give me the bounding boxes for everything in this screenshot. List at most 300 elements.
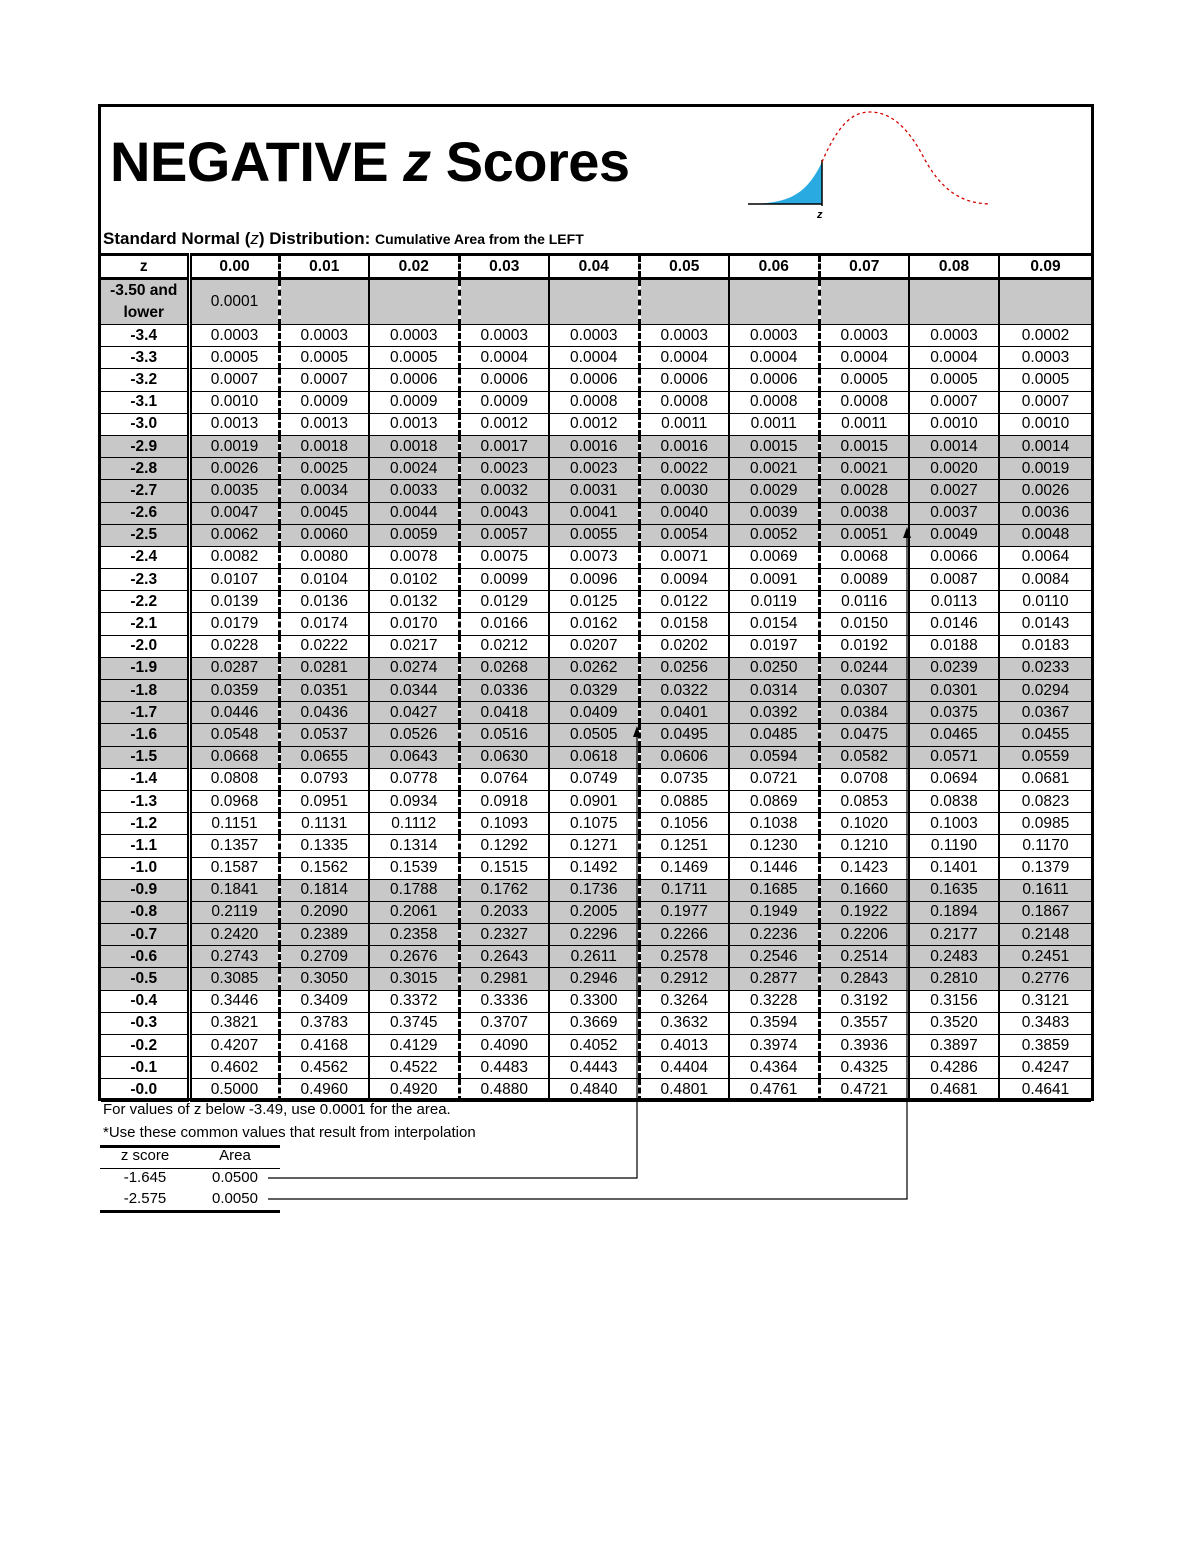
- value-cell: 0.1230: [729, 835, 819, 857]
- value-cell: 0.4090: [459, 1035, 549, 1057]
- value-cell: 0.0721: [729, 768, 819, 790]
- value-cell: 0.1190: [909, 835, 999, 857]
- value-cell: 0.0021: [729, 458, 819, 480]
- value-cell: 0.0032: [459, 480, 549, 502]
- value-cell: 0.0027: [909, 480, 999, 502]
- value-cell: 0.1562: [279, 857, 369, 879]
- value-cell: 0.0268: [459, 657, 549, 679]
- value-cell: 0.0136: [279, 591, 369, 613]
- value-cell: 0.3156: [909, 990, 999, 1012]
- value-cell: 0.0630: [459, 746, 549, 768]
- value-cell: 0.0427: [369, 702, 459, 724]
- value-cell: 0.2843: [819, 968, 909, 990]
- value-cell: 0.0375: [909, 702, 999, 724]
- header-col-5: 0.04: [549, 255, 639, 279]
- z-cell: -2.5: [101, 524, 189, 546]
- value-cell: 0.0007: [279, 369, 369, 391]
- value-cell: 0.3192: [819, 990, 909, 1012]
- value-cell: 0.0004: [639, 347, 729, 369]
- value-cell: 0.1711: [639, 879, 729, 901]
- value-cell: 0.0029: [729, 480, 819, 502]
- value-cell: 0.0008: [549, 391, 639, 413]
- value-cell: 0.0571: [909, 746, 999, 768]
- value-cell: 0.1685: [729, 879, 819, 901]
- value-cell: 0.0183: [999, 635, 1091, 657]
- value-cell: 0.0548: [189, 724, 279, 746]
- value-cell: 0.0073: [549, 546, 639, 568]
- subtitle-part1: Standard Normal (: [103, 229, 251, 248]
- value-cell: 0.0853: [819, 790, 909, 812]
- value-cell: 0.0035: [189, 480, 279, 502]
- value-cell: 0.2296: [549, 924, 639, 946]
- value-cell: 0.2483: [909, 946, 999, 968]
- z-cell: -3.4: [101, 325, 189, 347]
- value-cell: 0.1660: [819, 879, 909, 901]
- value-cell: 0.0008: [729, 391, 819, 413]
- value-cell: 0.4207: [189, 1035, 279, 1057]
- value-cell: 0.0008: [639, 391, 729, 413]
- value-cell: 0.0038: [819, 502, 909, 524]
- value-cell: 0.0064: [999, 546, 1091, 568]
- z-cell: -0.6: [101, 946, 189, 968]
- value-cell: 0.0019: [999, 458, 1091, 480]
- z-cell: -0.9: [101, 879, 189, 901]
- value-cell: 0.0132: [369, 591, 459, 613]
- header-col-9: 0.08: [909, 255, 999, 279]
- value-cell: 0.1401: [909, 857, 999, 879]
- value-cell: 0.2514: [819, 946, 909, 968]
- value-cell: 0.0096: [549, 569, 639, 591]
- value-cell: 0.0281: [279, 657, 369, 679]
- value-cell: 0.4840: [549, 1079, 639, 1101]
- value-cell: 0.0026: [189, 458, 279, 480]
- value-cell: 0.0401: [639, 702, 729, 724]
- value-cell: 0.0217: [369, 635, 459, 657]
- value-cell: 0.0003: [549, 325, 639, 347]
- value-cell: 0.0344: [369, 680, 459, 702]
- value-cell: 0.0003: [729, 325, 819, 347]
- z-cell: -1.9: [101, 657, 189, 679]
- value-cell: 0.1075: [549, 813, 639, 835]
- z-cell: -2.3: [101, 569, 189, 591]
- value-cell: 0.4761: [729, 1079, 819, 1101]
- value-cell: 0.0643: [369, 746, 459, 768]
- value-cell: 0.1611: [999, 879, 1091, 901]
- value-cell: 0.0013: [279, 413, 369, 435]
- value-cell: 0.0793: [279, 768, 369, 790]
- value-cell: 0.0006: [549, 369, 639, 391]
- value-cell: 0.1587: [189, 857, 279, 879]
- value-cell: 0.0329: [549, 680, 639, 702]
- value-cell: 0.4641: [999, 1079, 1091, 1101]
- value-cell: 0.0102: [369, 569, 459, 591]
- value-cell: 0.2005: [549, 901, 639, 923]
- value-cell: 0.0010: [189, 391, 279, 413]
- value-cell: 0.2327: [459, 924, 549, 946]
- value-cell: 0.0008: [819, 391, 909, 413]
- value-cell: 0.0001: [189, 279, 279, 325]
- value-cell: 0.3974: [729, 1035, 819, 1057]
- header-col-1: 0.00: [189, 255, 279, 279]
- value-cell: 0.1210: [819, 835, 909, 857]
- value-cell: 0.0016: [639, 435, 729, 457]
- z-cell: -0.2: [101, 1035, 189, 1057]
- value-cell: 0.4013: [639, 1035, 729, 1057]
- value-cell: 0.2981: [459, 968, 549, 990]
- value-cell: 0.0066: [909, 546, 999, 568]
- value-cell: 0.3936: [819, 1035, 909, 1057]
- value-cell: 0.1492: [549, 857, 639, 879]
- value-cell: 0.0294: [999, 680, 1091, 702]
- value-cell: 0.5000: [189, 1079, 279, 1101]
- common-header-area: Area: [219, 1147, 251, 1164]
- arrowhead-1645: [633, 726, 641, 737]
- z-cell: -3.50 and lower: [101, 279, 189, 325]
- value-cell: 0.0047: [189, 502, 279, 524]
- value-cell: 0.2420: [189, 924, 279, 946]
- value-cell: 0.2810: [909, 968, 999, 990]
- value-cell: 0.0559: [999, 746, 1091, 768]
- z-cell: -3.0: [101, 413, 189, 435]
- value-cell: 0.0808: [189, 768, 279, 790]
- value-cell: 0.3300: [549, 990, 639, 1012]
- value-cell: 0.0071: [639, 546, 729, 568]
- value-cell: 0.0110: [999, 591, 1091, 613]
- value-cell: 0.0392: [729, 702, 819, 724]
- value-cell: 0.0239: [909, 657, 999, 679]
- value-cell: 0.0207: [549, 635, 639, 657]
- value-cell: 0.0594: [729, 746, 819, 768]
- value-cell: 0.1314: [369, 835, 459, 857]
- value-cell: 0.0024: [369, 458, 459, 480]
- value-cell: 0.0307: [819, 680, 909, 702]
- value-cell: 0.0013: [369, 413, 459, 435]
- value-cell: 0.0041: [549, 502, 639, 524]
- header-col-3: 0.02: [369, 255, 459, 279]
- value-cell: 0.1922: [819, 901, 909, 923]
- value-cell: 0.0031: [549, 480, 639, 502]
- header-col-4: 0.03: [459, 255, 549, 279]
- value-cell: 0.0017: [459, 435, 549, 457]
- value-cell: 0.1251: [639, 835, 729, 857]
- value-cell: 0.0006: [729, 369, 819, 391]
- value-cell: 0.0005: [999, 369, 1091, 391]
- value-cell: 0.0694: [909, 768, 999, 790]
- value-cell: 0.0314: [729, 680, 819, 702]
- value-cell: 0.0003: [999, 347, 1091, 369]
- value-cell: 0.4404: [639, 1057, 729, 1079]
- value-cell: 0.0009: [369, 391, 459, 413]
- value-cell: 0.4052: [549, 1035, 639, 1057]
- value-cell: 0.0009: [459, 391, 549, 413]
- value-cell: 0.0045: [279, 502, 369, 524]
- value-cell: 0.0005: [369, 347, 459, 369]
- value-cell: 0.0006: [459, 369, 549, 391]
- z-cell: -0.1: [101, 1057, 189, 1079]
- value-cell: 0.1093: [459, 813, 549, 835]
- value-cell: 0.4681: [909, 1079, 999, 1101]
- z-cell: -2.0: [101, 635, 189, 657]
- value-cell: 0.0367: [999, 702, 1091, 724]
- note-interpolation: *Use these common values that result from interpolation: [103, 1124, 476, 1141]
- value-cell: 0.0655: [279, 746, 369, 768]
- value-cell: 0.0078: [369, 546, 459, 568]
- value-cell: 0.0080: [279, 546, 369, 568]
- value-cell: 0.0059: [369, 524, 459, 546]
- value-cell: 0.3859: [999, 1035, 1091, 1057]
- z-cell: -0.4: [101, 990, 189, 1012]
- value-cell: 0.0250: [729, 657, 819, 679]
- z-cell: -1.6: [101, 724, 189, 746]
- value-cell: 0.0005: [909, 369, 999, 391]
- value-cell: 0.0778: [369, 768, 459, 790]
- z-cell: -1.3: [101, 790, 189, 812]
- value-cell: 0.0006: [639, 369, 729, 391]
- value-cell: 0.0003: [909, 325, 999, 347]
- value-cell: 0.0143: [999, 613, 1091, 635]
- value-cell: 0.3336: [459, 990, 549, 1012]
- value-cell: 0.0068: [819, 546, 909, 568]
- connector-2575: [268, 533, 907, 1199]
- header-col-10: 0.09: [999, 255, 1091, 279]
- value-cell: 0.0485: [729, 724, 819, 746]
- value-cell: 0.0202: [639, 635, 729, 657]
- value-cell: 0.1949: [729, 901, 819, 923]
- z-cell: -1.4: [101, 768, 189, 790]
- value-cell: 0.0351: [279, 680, 369, 702]
- value-cell: 0.0075: [459, 546, 549, 568]
- value-cell: 0.0057: [459, 524, 549, 546]
- z-cell: -2.2: [101, 591, 189, 613]
- value-cell: 0.0003: [369, 325, 459, 347]
- z-cell: -2.1: [101, 613, 189, 635]
- value-cell: 0.0336: [459, 680, 549, 702]
- value-cell: 0.1446: [729, 857, 819, 879]
- value-cell: 0.2946: [549, 968, 639, 990]
- value-cell: 0.0005: [819, 369, 909, 391]
- value-cell: 0.0139: [189, 591, 279, 613]
- value-cell: 0.1977: [639, 901, 729, 923]
- value-cell: 0.0052: [729, 524, 819, 546]
- value-cell: 0.2090: [279, 901, 369, 923]
- value-cell: 0.0010: [909, 413, 999, 435]
- subtitle-part2: ) Distribution:: [258, 229, 371, 248]
- z-cell: -2.8: [101, 458, 189, 480]
- value-cell: 0.1292: [459, 835, 549, 857]
- value-cell: 0.2148: [999, 924, 1091, 946]
- value-cell: 0.0010: [999, 413, 1091, 435]
- value-cell: 0.0054: [639, 524, 729, 546]
- z-cell: -3.3: [101, 347, 189, 369]
- value-cell: 0.0322: [639, 680, 729, 702]
- value-cell: 0.4286: [909, 1057, 999, 1079]
- value-cell: 0.0084: [999, 569, 1091, 591]
- value-cell: 0.0150: [819, 613, 909, 635]
- value-cell: 0.0735: [639, 768, 729, 790]
- value-cell: 0.0681: [999, 768, 1091, 790]
- value-cell: 0.0244: [819, 657, 909, 679]
- value-cell: 0.0091: [729, 569, 819, 591]
- header-col-2: 0.01: [279, 255, 369, 279]
- connector-1645: [268, 732, 637, 1178]
- value-cell: 0.0212: [459, 635, 549, 657]
- value-cell: 0.0708: [819, 768, 909, 790]
- value-cell: 0.0968: [189, 790, 279, 812]
- value-cell: 0.2877: [729, 968, 819, 990]
- value-cell: 0.1635: [909, 879, 999, 901]
- value-cell: 0.0026: [999, 480, 1091, 502]
- value-cell: 0.0475: [819, 724, 909, 746]
- value-cell: 0.0018: [279, 435, 369, 457]
- z-cell: -1.7: [101, 702, 189, 724]
- value-cell: 0.0012: [459, 413, 549, 435]
- header-z: z: [101, 255, 189, 279]
- value-cell: 0.3446: [189, 990, 279, 1012]
- z-cell: -1.1: [101, 835, 189, 857]
- value-cell: 0.0582: [819, 746, 909, 768]
- value-cell: 0.3821: [189, 1012, 279, 1034]
- value-cell: 0.0003: [819, 325, 909, 347]
- header-col-8: 0.07: [819, 255, 909, 279]
- value-cell: 0.3121: [999, 990, 1091, 1012]
- value-cell: 0.0618: [549, 746, 639, 768]
- value-cell: 0.3745: [369, 1012, 459, 1034]
- value-cell: 0.0018: [369, 435, 459, 457]
- value-cell: 0.0087: [909, 569, 999, 591]
- title-rest: Scores: [445, 130, 630, 193]
- z-cell: -0.3: [101, 1012, 189, 1034]
- value-cell: 0.4721: [819, 1079, 909, 1101]
- value-cell: 0.1539: [369, 857, 459, 879]
- value-cell: 0.0823: [999, 790, 1091, 812]
- value-cell: 0.0060: [279, 524, 369, 546]
- value-cell: 0.0005: [279, 347, 369, 369]
- value-cell: 0.0007: [189, 369, 279, 391]
- value-cell: 0.0179: [189, 613, 279, 635]
- value-cell: 0.0012: [549, 413, 639, 435]
- value-cell: 0.1151: [189, 813, 279, 835]
- value-cell: 0.0446: [189, 702, 279, 724]
- value-cell: 0.0039: [729, 502, 819, 524]
- value-cell: 0.0003: [189, 325, 279, 347]
- value-cell: 0.3264: [639, 990, 729, 1012]
- value-cell: 0.0044: [369, 502, 459, 524]
- note-below: For values of z below -3.49, use 0.0001 for the area.: [103, 1101, 451, 1118]
- value-cell: 0.0154: [729, 613, 819, 635]
- value-cell: 0.2358: [369, 924, 459, 946]
- z-cell: -1.8: [101, 680, 189, 702]
- z-cell: -0.7: [101, 924, 189, 946]
- value-cell: 0.2266: [639, 924, 729, 946]
- value-cell: 0.0089: [819, 569, 909, 591]
- value-cell: 0.0007: [999, 391, 1091, 413]
- title-main: NEGATIVE: [110, 130, 389, 193]
- value-cell: 0.0051: [819, 524, 909, 546]
- value-cell: 0.0048: [999, 524, 1091, 546]
- value-cell: 0.1814: [279, 879, 369, 901]
- value-cell: 0.0505: [549, 724, 639, 746]
- value-cell: 0.0749: [549, 768, 639, 790]
- value-cell: 0.4801: [639, 1079, 729, 1101]
- value-cell: 0.0107: [189, 569, 279, 591]
- value-cell: 0.0023: [459, 458, 549, 480]
- value-cell: 0.3372: [369, 990, 459, 1012]
- value-cell: 0.0020: [909, 458, 999, 480]
- value-cell: 0.0037: [909, 502, 999, 524]
- value-cell: 0.0668: [189, 746, 279, 768]
- value-cell: 0.0606: [639, 746, 729, 768]
- value-cell: 0.1469: [639, 857, 729, 879]
- z-cell: -1.5: [101, 746, 189, 768]
- common-area-1: 0.0500: [212, 1169, 258, 1186]
- value-cell: 0.4129: [369, 1035, 459, 1057]
- value-cell: 0.0885: [639, 790, 729, 812]
- value-cell: 0.0049: [909, 524, 999, 546]
- value-cell: 0.0004: [459, 347, 549, 369]
- common-z-1: -1.645: [123, 1169, 167, 1186]
- value-cell: 0.1170: [999, 835, 1091, 857]
- z-cell: -0.8: [101, 901, 189, 923]
- value-cell: 0.3897: [909, 1035, 999, 1057]
- value-cell: 0.0004: [909, 347, 999, 369]
- value-cell: 0.0022: [639, 458, 729, 480]
- header-col-6: 0.05: [639, 255, 729, 279]
- z-cell: -1.0: [101, 857, 189, 879]
- value-cell: 0.0119: [729, 591, 819, 613]
- value-cell: 0.4364: [729, 1057, 819, 1079]
- value-cell: 0.0002: [999, 325, 1091, 347]
- value-cell: 0.2206: [819, 924, 909, 946]
- value-cell: 0.0918: [459, 790, 549, 812]
- value-cell: 0.4880: [459, 1079, 549, 1101]
- value-cell: 0.1038: [729, 813, 819, 835]
- value-cell: 0.1271: [549, 835, 639, 857]
- value-cell: 0.4920: [369, 1079, 459, 1101]
- value-cell: 0.1423: [819, 857, 909, 879]
- value-cell: 0.2776: [999, 968, 1091, 990]
- value-cell: 0.0025: [279, 458, 369, 480]
- value-cell: 0.0113: [909, 591, 999, 613]
- value-cell: 0.0158: [639, 613, 729, 635]
- value-cell: 0.0233: [999, 657, 1091, 679]
- value-cell: 0.2643: [459, 946, 549, 968]
- value-cell: 0.0287: [189, 657, 279, 679]
- value-cell: 0.2061: [369, 901, 459, 923]
- value-cell: 0.1894: [909, 901, 999, 923]
- value-cell: 0.0021: [819, 458, 909, 480]
- value-cell: 0.0062: [189, 524, 279, 546]
- value-cell: 0.3409: [279, 990, 369, 1012]
- value-cell: 0.1515: [459, 857, 549, 879]
- value-cell: 0.0116: [819, 591, 909, 613]
- value-cell: 0.4325: [819, 1057, 909, 1079]
- value-cell: 0.0192: [819, 635, 909, 657]
- value-cell: 0.0007: [909, 391, 999, 413]
- value-cell: 0.2709: [279, 946, 369, 968]
- value-cell: 0.0014: [999, 435, 1091, 457]
- value-cell: 0.2743: [189, 946, 279, 968]
- value-cell: 0.0040: [639, 502, 729, 524]
- value-cell: 0.0009: [279, 391, 369, 413]
- value-cell: 0.2912: [639, 968, 729, 990]
- value-cell: 0.2546: [729, 946, 819, 968]
- value-cell: 0.1841: [189, 879, 279, 901]
- value-cell: 0.0004: [729, 347, 819, 369]
- value-cell: 0.1357: [189, 835, 279, 857]
- value-cell: 0.0228: [189, 635, 279, 657]
- value-cell: 0.0465: [909, 724, 999, 746]
- value-cell: 0.0003: [279, 325, 369, 347]
